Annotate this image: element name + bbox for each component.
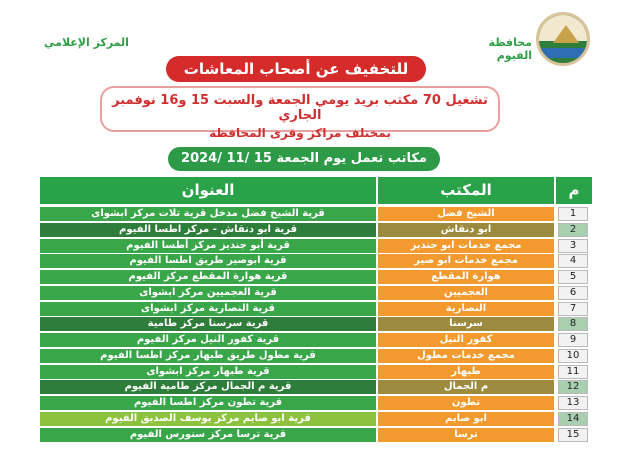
address-cell: قرية طبهار مركز ابشواى (40, 365, 376, 379)
row-number: 8 (558, 317, 588, 331)
office-cell: سرسنا (378, 317, 554, 331)
office-cell: م الجمال (378, 380, 554, 394)
offices-table (40, 177, 592, 445)
office-cell: كفور النيل (378, 333, 554, 347)
address-cell: قرية هوارة المقطع مركز الفيوم (40, 270, 376, 284)
table-row (40, 317, 592, 333)
address-cell: قرية ابو دنقاش - مركز اطسا الفيوم (40, 223, 376, 237)
office-cell: العجميين (378, 286, 554, 300)
row-number: 3 (558, 239, 588, 253)
row-number: 5 (558, 270, 588, 284)
pyramid-icon (553, 25, 579, 43)
address-cell: قرية كفور النيل مركز الفيوم (40, 333, 376, 347)
row-number: 11 (558, 365, 588, 379)
table-row (40, 302, 592, 318)
header-office: المكتب (378, 177, 554, 204)
address-cell: قرية ابوصير طريق اطسا الفيوم (40, 254, 376, 268)
row-number: 6 (558, 286, 588, 300)
announcement-line-1: تشغيل 70 مكتب بريد يومي الجمعة والسبت 15 و16 نوفمبر الجاري (112, 93, 488, 123)
row-number: 9 (558, 333, 588, 347)
table-row (40, 333, 592, 349)
table-row (40, 207, 592, 223)
office-cell: مجمع خدمات ابو جنديز (378, 239, 554, 253)
logo-water (539, 48, 587, 58)
table-row (40, 349, 592, 365)
address-cell: قرية تطون مركز اطسا الفيوم (40, 396, 376, 410)
row-number: 7 (558, 302, 588, 316)
table-row (40, 223, 592, 239)
address-cell: قرية الشيخ فضل مدخل قرية تلات مركز ابشواى (40, 207, 376, 221)
headline-banner: للتخفيف عن أصحاب المعاشات (166, 56, 426, 82)
address-cell: قرية مطول طريق طبهار مركز اطسا الفيوم (40, 349, 376, 363)
address-cell: قرية العجميين مركز ابشواى (40, 286, 376, 300)
header-num: م (556, 177, 592, 204)
address-cell: قرية م الجمال مركز طامية الفيوم (40, 380, 376, 394)
address-cell: قرية ترسا مركز سنورس الفيوم (40, 428, 376, 442)
office-cell: طبهار (378, 365, 554, 379)
row-number: 13 (558, 396, 588, 410)
row-number: 14 (558, 412, 588, 426)
table-row (40, 428, 592, 444)
media-center-label: المركز الإعلامي (44, 36, 129, 49)
table-row (40, 239, 592, 255)
address-cell: قرية النصارية مركز ابشواى (40, 302, 376, 316)
office-cell: ترسا (378, 428, 554, 442)
office-cell: هوارة المقطع (378, 270, 554, 284)
governorate-logo (536, 12, 590, 66)
office-cell: مجمع خدمات ابو صير (378, 254, 554, 268)
table-row (40, 365, 592, 381)
office-cell: ابو صايم (378, 412, 554, 426)
office-cell: تطون (378, 396, 554, 410)
table-row (40, 254, 592, 270)
table-row (40, 412, 592, 428)
header-address: العنوان (40, 177, 376, 204)
announcement-box (100, 86, 500, 140)
office-cell: النصارية (378, 302, 554, 316)
row-number: 4 (558, 254, 588, 268)
address-cell: قرية أبو جنديز مركز أطسا الفيوم (40, 239, 376, 253)
address-cell: قرية ابو صايم مركز يوسف الصديق الفيوم (40, 412, 376, 426)
office-cell: مجمع خدمات مطول (378, 349, 554, 363)
office-cell: الشيخ فضل (378, 207, 554, 221)
governorate-name: محافظة الفيوم (488, 36, 532, 62)
date-title: مكاتب تعمل يوم الجمعة 15 /11 /2024 (168, 147, 440, 171)
table-row (40, 270, 592, 286)
address-cell: قرية سرسنا مركز طامية (40, 317, 376, 331)
row-number: 2 (558, 223, 588, 237)
row-number: 15 (558, 428, 588, 442)
table-row (40, 286, 592, 302)
row-number: 1 (558, 207, 588, 221)
row-number: 10 (558, 349, 588, 363)
table-row (40, 380, 592, 396)
announcement-line-2: بمختلف مراكز وقرى المحافظة (209, 126, 391, 140)
office-cell: ابو دنقاش (378, 223, 554, 237)
table-row (40, 396, 592, 412)
row-number: 12 (558, 380, 588, 394)
